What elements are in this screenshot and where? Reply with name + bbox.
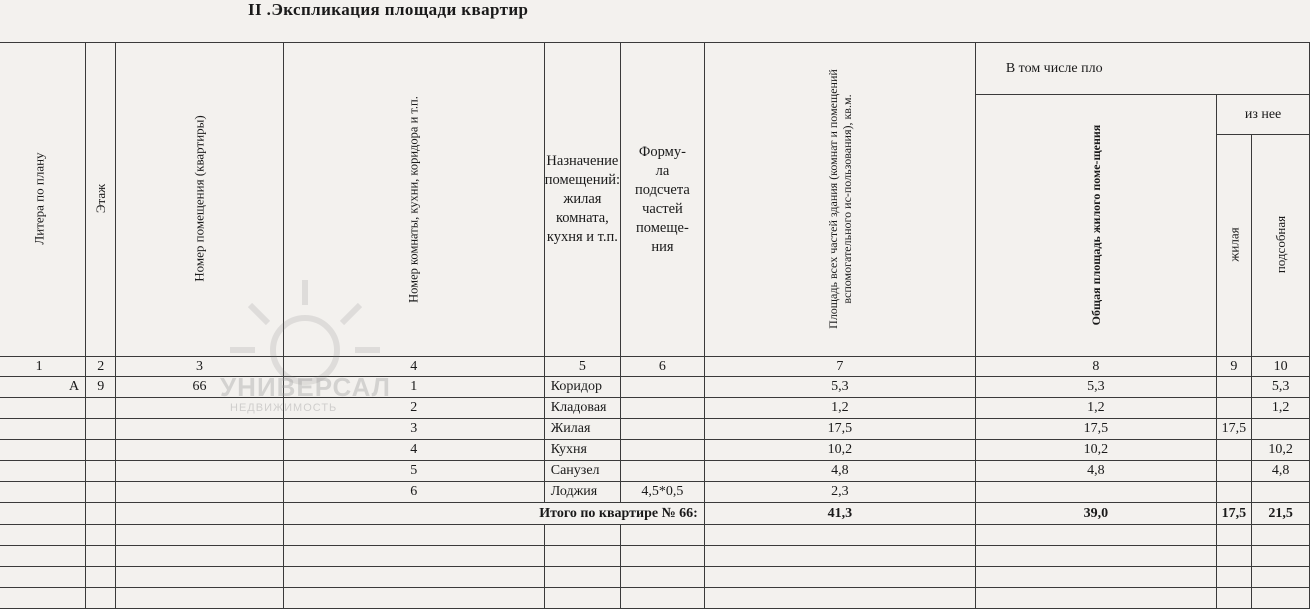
total-row [0, 503, 1310, 525]
table-row: 5 Санузел 4,8 4,8 4,8 [0, 461, 1310, 482]
header-formula: Форму-ла подсчета частей помеще-ния [621, 43, 705, 357]
table-row: А 9 66 1 Коридор 5,3 5,3 5,3 [0, 377, 1310, 398]
header-of-it-group: из нее [1216, 95, 1309, 135]
header-room-number: Номер комнаты, кухни, коридора и т.п. [283, 43, 544, 357]
header-apartment-number: Номер помещения (квартиры) [116, 43, 283, 357]
header-litera: Литера по плану [0, 43, 86, 357]
watermark-text: УНИВЕРСАЛ [220, 372, 391, 402]
total-living: 17,5 [1216, 503, 1251, 525]
total-area-total: 39,0 [975, 503, 1216, 525]
table-row: 3 Жилая 17,5 17,5 17,5 [0, 419, 1310, 440]
empty-row [0, 525, 1310, 546]
column-numbers-row: 1 2 3 4 5 6 7 8 9 10 [0, 357, 1310, 377]
total-label: Итого по квартире № 66: [283, 503, 704, 525]
empty-row [0, 546, 1310, 567]
header-floor: Этаж [86, 43, 116, 357]
header-area-all: Площадь всех частей здания (комнат и помещений вспомогательного ис-пользования), кв.м. [704, 43, 975, 357]
document-title: II .Экспликация площади квартир [248, 0, 529, 19]
table-row: 2 Кладовая 1,2 1,2 1,2 [0, 398, 1310, 419]
table-row: 4 Кухня 10,2 10,2 10,2 [0, 440, 1310, 461]
header-auxiliary: подсобная [1252, 135, 1310, 357]
watermark-subtext: НЕДВИЖИМОСТЬ [230, 402, 338, 414]
empty-row [0, 567, 1310, 588]
explication-table [0, 42, 1310, 609]
total-area-all: 41,3 [704, 503, 975, 525]
header-including-group: В том числе пло [975, 43, 1309, 95]
header-total-living-area: Общая площадь жилого поме-щения [975, 95, 1216, 357]
table-row: 6 Лоджия 4,5*0,5 2,3 [0, 482, 1310, 503]
empty-row [0, 588, 1310, 609]
header-living: жилая [1216, 135, 1251, 357]
header-purpose: Назначение помещений: жилая комната, кухня и т.п. [544, 43, 620, 357]
total-aux: 21,5 [1252, 503, 1310, 525]
